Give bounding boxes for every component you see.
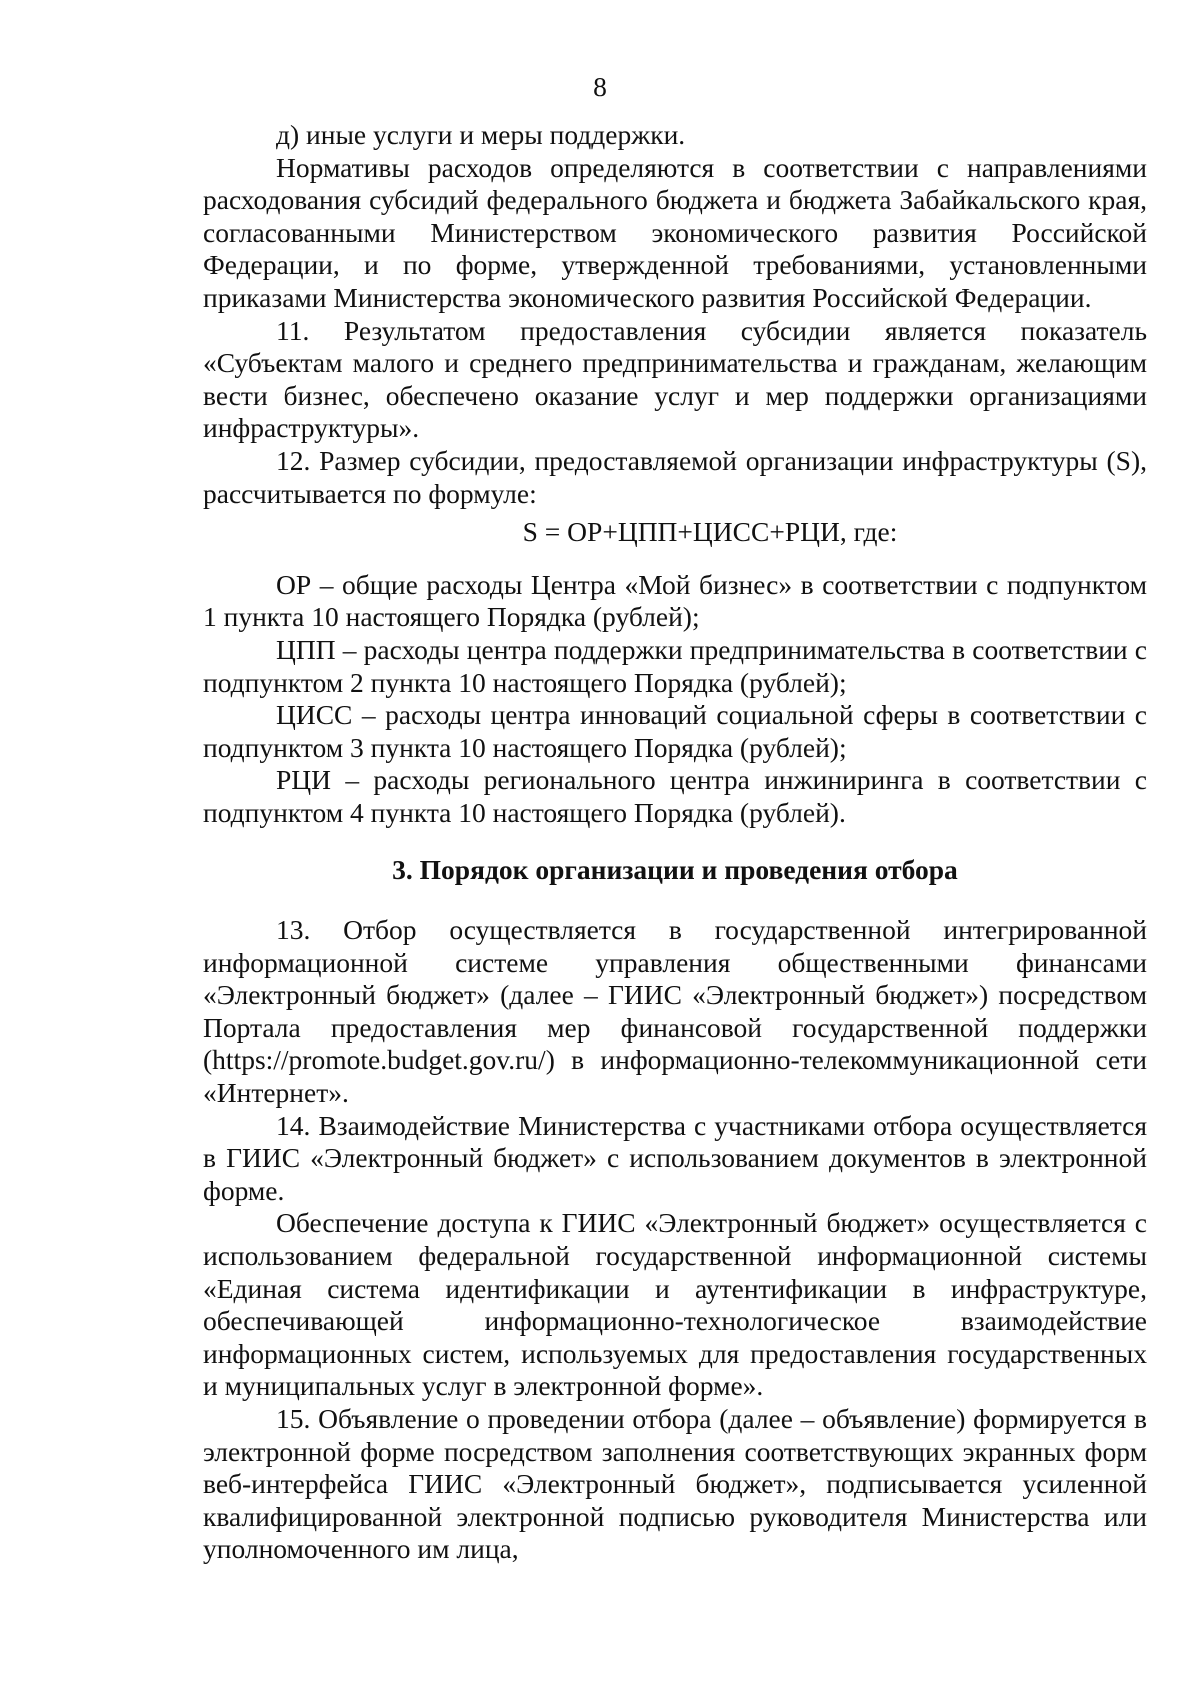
paragraph-access: Обеспечение доступа к ГИИС «Электронный бюджет» осуществляется с использованием федеральной государственной информационной системы «Единая система идентификации и аутентификации в инфраструктуре, обеспечивающей информационно-технологическое взаимодействие информационных систем, используемых для предоставления государственных и муниципальных услуг в электронной форме». [203, 1207, 1147, 1402]
document-body [203, 119, 1147, 1566]
subsidy-formula: S = ОР+ЦПП+ЦИСС+РЦИ, где: [522, 516, 898, 548]
paragraph-14-interaction: 14. Взаимодействие Министерства с участниками отбора осуществляется в ГИИС «Электронный бюджет» с использованием документов в электронной форме. [203, 1109, 1147, 1206]
paragraph-12-subsidy-size: 12. Размер субсидии, предоставляемой организации инфраструктуры (S), рассчитывается по формуле: [203, 444, 1147, 509]
definition-ciss: ЦИСС – расходы центра инноваций социальной сферы в соответствии с подпунктом 3 пункта 10 настоящего Порядка (рублей); [203, 699, 1147, 763]
section-heading: 3. Порядок организации и проведения отбора [392, 854, 958, 886]
paragraph-13-selection: 13. Отбор осуществляется в государственной интегрированной информационной системе управления общественными финансами «Электронный бюджет» (далее – ГИИС «Электронный бюджет») посредством Портала предоставления мер финансовой государственной поддержки (https://promote.budget.gov.ru/) в информационно-телекоммуникационной сети «Интернет». [203, 914, 1147, 1109]
paragraph-15-announcement: 15. Объявление о проведении отбора (далее – объявление) формируется в электронной форме посредством заполнения соответствующих экранных форм веб-интерфейса ГИИС «Электронный бюджет», подписывается усиленной квалифицированной электронной подписью руководителя Министерства или уполномоченного им лица, [203, 1402, 1147, 1565]
definition-cpp: ЦПП – расходы центра поддержки предпринимательства в соответствии с подпунктом 2 пункта 10 настоящего Порядка (рублей); [203, 633, 1147, 698]
paragraph-expense-norms: Нормативы расходов определяются в соответствии с направлениями расходования субсидий федерального бюджета и бюджета Забайкальского края, согласованными Министерством экономического развития Российской Федерации, и по форме, утвержденной требованиями, установленными приказами Министерства экономического развития Российской Федерации. [203, 151, 1147, 313]
definition-rci: РЦИ – расходы регионального центра инжиниринга в соответствии с подпунктом 4 пункта 10 настоящего Порядка (рублей). [203, 764, 1147, 828]
page-number: 8 [593, 71, 607, 102]
definition-or: ОР – общие расходы Центра «Мой бизнес» в соответствии с подпунктом 1 пункта 10 настоящего Порядка (рублей); [203, 568, 1147, 633]
paragraph-list-item-d: д) иные услуги и меры поддержки. [276, 119, 686, 150]
paragraph-11-result: 11. Результатом предоставления субсидии является показатель «Субъектам малого и среднего предпринимательства и гражданам, желающим вести бизнес, обеспечено оказание услуг и мер поддержки организациями инфраструктуры». [203, 314, 1147, 444]
